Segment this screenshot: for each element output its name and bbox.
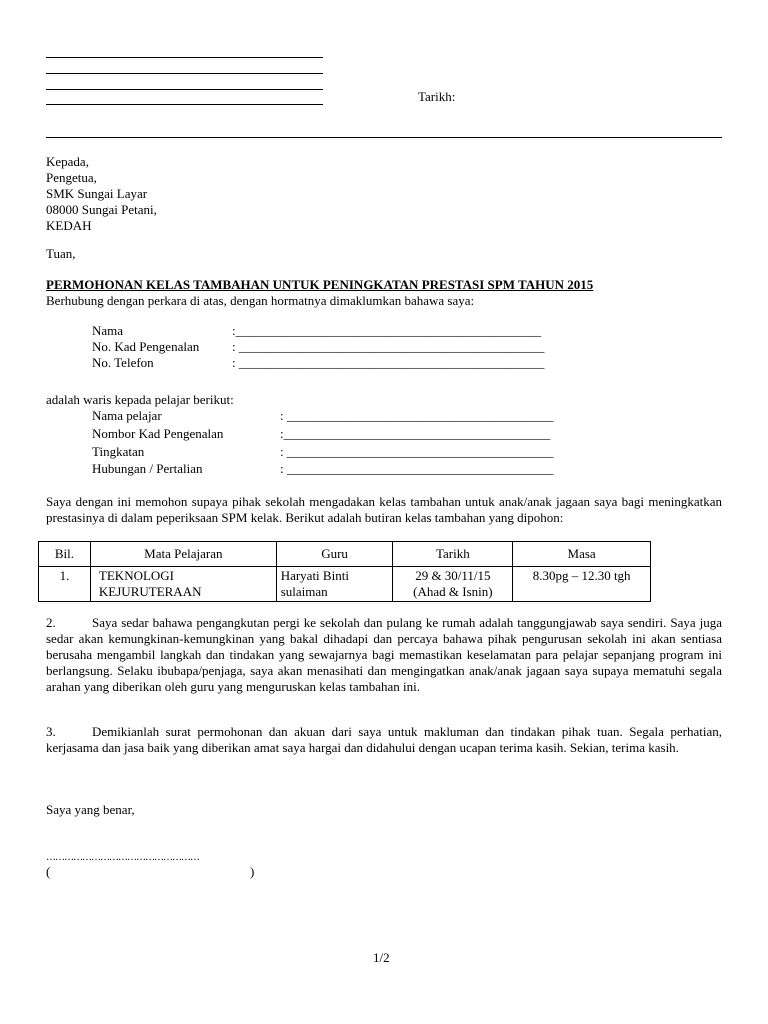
request-paragraph: Saya dengan ini memohon supaya pihak sekolah mengadakan kelas tambahan untuk anak/anak jagaan saya bagi meningkatkan prestasinya di dalam peperiksaan SPM kelak. Berikut adalah butiran kelas tambahan yang dipohon: — [46, 494, 722, 525]
recipient-block — [46, 154, 157, 234]
page-number: 1/2 — [373, 950, 390, 965]
table-header-row — [39, 542, 651, 567]
parent-ic-label: No. Kad Pengenalan — [92, 339, 200, 354]
cell-time: 8.30pg – 12.30 tgh — [513, 567, 651, 602]
sender-line-3[interactable] — [46, 89, 323, 90]
signature-open-paren: ( — [46, 864, 51, 879]
closing: Saya yang benar, — [46, 802, 135, 817]
parent-phone-field[interactable]: : _______________________________________________ — [232, 355, 545, 370]
cell-date-line-2: (Ahad & Isnin) — [413, 584, 493, 599]
cell-date — [393, 567, 513, 602]
student-relation-field[interactable]: : _________________________________________ — [280, 461, 554, 476]
cell-teacher-line-2: sulaiman — [280, 584, 328, 599]
cell-teacher-line-1: Haryati Binti — [280, 568, 349, 583]
col-time: Masa — [513, 542, 651, 567]
student-ic-label: Nombor Kad Pengenalan — [92, 426, 224, 441]
sender-line-4[interactable] — [46, 104, 323, 105]
header-separator — [46, 137, 722, 138]
student-form-label: Tingkatan — [92, 444, 145, 459]
col-teacher: Guru — [276, 542, 393, 567]
heir-intro: adalah waris kepada pelajar berikut: — [46, 392, 234, 407]
paragraph-3-number: 3. — [46, 724, 56, 739]
cell-teacher — [276, 567, 393, 602]
cell-date-line-1: 29 & 30/11/15 — [415, 568, 491, 583]
greeting: Tuan, — [46, 246, 76, 261]
class-table — [38, 541, 651, 602]
cell-subject-line-2: KEJURUTERAAN — [98, 584, 202, 599]
student-name-label: Nama pelajar — [92, 408, 162, 423]
parent-name-field[interactable]: :_______________________________________________ — [232, 323, 542, 338]
col-bil: Bil. — [39, 542, 91, 567]
recipient-line-3: 08000 Sungai Petani, — [46, 202, 157, 217]
parent-phone-label: No. Telefon — [92, 355, 154, 370]
student-name-field[interactable]: : _________________________________________ — [280, 408, 554, 423]
paragraph-2 — [46, 615, 722, 695]
paragraph-3 — [46, 724, 722, 756]
student-relation-label: Hubungan / Pertalian — [92, 461, 203, 476]
intro-text: Berhubung dengan perkara di atas, dengan hormatnya dimaklumkan bahawa saya: — [46, 293, 475, 308]
table-row — [39, 567, 651, 602]
recipient-salutation: Kepada, — [46, 154, 89, 169]
student-ic-field[interactable]: :_________________________________________ — [280, 426, 551, 441]
recipient-line-1: Pengetua, — [46, 170, 97, 185]
parent-name-label: Nama — [92, 323, 124, 338]
sender-line-2[interactable] — [46, 73, 323, 74]
date-label: Tarikh: — [418, 89, 456, 104]
paragraph-2-text: Saya sedar bahawa pengangkutan pergi ke sekolah dan pulang ke rumah adalah tanggungjawab saya sendiri. Saya juga sedar akan kemungkinan-kemungkinan yang bakal dihadapi dan percaya bahawa pihak pengurusan sekolah ini akan sentiasa berusaha mengambil langkah dan tindakan yang sewajarnya bagi memastikan keselamatan para pelajar sepanjang program ini berlangsung. Selaku ibubapa/penjaga, saya akan menasihati dan mengingatkan anak/anak jagaan saya supaya mematuhi segala arahan yang diberikan oleh guru yang menguruskan kelas tambahan ini. — [46, 615, 722, 694]
col-subject: Mata Pelajaran — [90, 542, 276, 567]
cell-subject-line-1: TEKNOLOGI — [98, 568, 175, 583]
cell-bil: 1. — [39, 567, 91, 602]
col-date: Tarikh — [393, 542, 513, 567]
student-form-field[interactable]: : _________________________________________ — [280, 444, 554, 459]
parent-ic-field[interactable]: : _______________________________________________ — [232, 339, 545, 354]
signature-line[interactable]: …………………………………………… — [46, 852, 199, 863]
signature-close-paren: ) — [250, 864, 255, 879]
paragraph-3-text: Demikianlah surat permohonan dan akuan dari saya untuk makluman dan tindakan pihak tuan. Segala perhatian, kerjasama dan jasa baik yang diberikan amat saya hargai dan didahului dengan ucapan terima kasih. Sekian, terima kasih. — [46, 724, 722, 755]
subject-heading: PERMOHONAN KELAS TAMBAHAN UNTUK PENINGKATAN PRESTASI SPM TAHUN 2015 — [46, 277, 594, 292]
cell-subject — [90, 567, 276, 602]
paragraph-2-number: 2. — [46, 615, 56, 630]
recipient-line-2: SMK Sungai Layar — [46, 186, 148, 201]
recipient-line-4: KEDAH — [46, 218, 92, 233]
sender-line-1[interactable] — [46, 57, 323, 58]
